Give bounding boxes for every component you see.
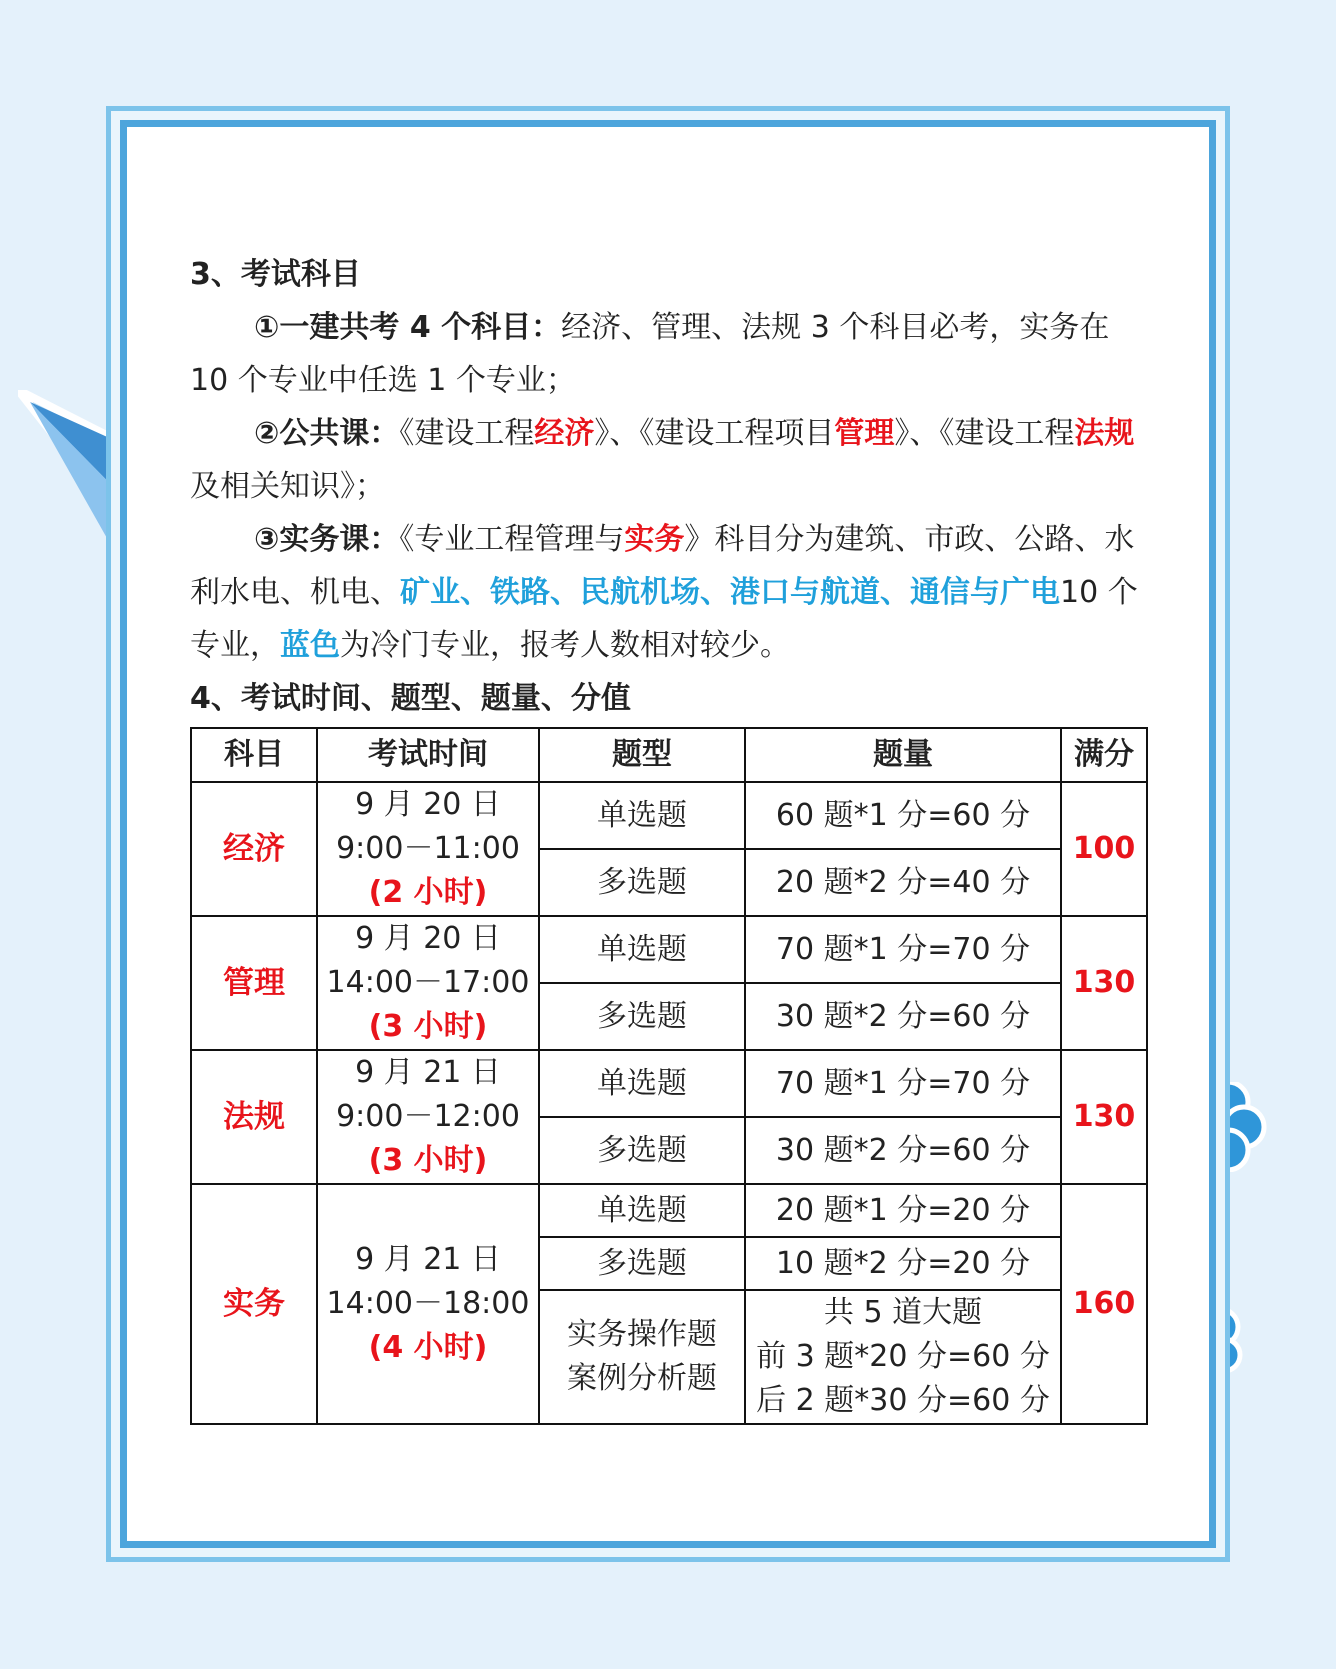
count-cell: 20 题*2 分=40 分 bbox=[745, 849, 1061, 916]
subject-cell: 实务 bbox=[191, 1184, 317, 1424]
table-header-row bbox=[191, 728, 1147, 782]
table-row bbox=[191, 782, 1147, 849]
count-cell: 60 题*1 分=60 分 bbox=[745, 782, 1061, 849]
type-cell: 单选题 bbox=[539, 1050, 745, 1117]
header-type: 题型 bbox=[539, 728, 745, 782]
type-cell: 单选题 bbox=[539, 1184, 745, 1237]
exam-subjects-section bbox=[190, 248, 1146, 725]
count-cell: 共 5 道大题 前 3 题*20 分=60 分 后 2 题*30 分=60 分 bbox=[745, 1290, 1061, 1424]
total-cell: 130 bbox=[1061, 1050, 1147, 1184]
table-row bbox=[191, 916, 1147, 983]
type-cell: 单选题 bbox=[539, 782, 745, 849]
type-cell: 多选题 bbox=[539, 1237, 745, 1290]
total-cell: 160 bbox=[1061, 1184, 1147, 1424]
time-cell: 9 月 21 日 9:00－12:00 (3 小时) bbox=[317, 1050, 539, 1184]
time-cell: 9 月 20 日 14:00－17:00 (3 小时) bbox=[317, 916, 539, 1050]
count-cell: 30 题*2 分=60 分 bbox=[745, 983, 1061, 1050]
type-cell: 多选题 bbox=[539, 1117, 745, 1184]
time-cell: 9 月 20 日 9:00－11:00 (2 小时) bbox=[317, 782, 539, 916]
paragraph-practice-course: ③实务课：《专业工程管理与实务》科目分为建筑、市政、公路、水利水电、机电、矿业、铁路、民航机场、港口与航道、通信与广电10 个专业，蓝色为冷门专业，报考人数相对较少。 bbox=[190, 522, 1138, 663]
subject-cell: 管理 bbox=[191, 916, 317, 1050]
count-cell: 20 题*1 分=20 分 bbox=[745, 1184, 1061, 1237]
type-cell: 单选题 bbox=[539, 916, 745, 983]
count-cell: 10 题*2 分=20 分 bbox=[745, 1237, 1061, 1290]
exam-schedule-table bbox=[190, 727, 1148, 1425]
count-cell: 70 题*1 分=70 分 bbox=[745, 916, 1061, 983]
header-total: 满分 bbox=[1061, 728, 1147, 782]
section3-heading: 3、考试科目 bbox=[190, 257, 361, 292]
type-cell: 多选题 bbox=[539, 849, 745, 916]
total-cell: 130 bbox=[1061, 916, 1147, 1050]
header-subject: 科目 bbox=[191, 728, 317, 782]
table-row bbox=[191, 1050, 1147, 1117]
count-cell: 70 题*1 分=70 分 bbox=[745, 1050, 1061, 1117]
paragraph-subject-count: ①一建共考 4 个科目：经济、管理、法规 3 个科目必考，实务在 10 个专业中任选 1 个专业； bbox=[190, 310, 1110, 398]
type-cell: 多选题 bbox=[539, 983, 745, 1050]
count-cell: 30 题*2 分=60 分 bbox=[745, 1117, 1061, 1184]
header-count: 题量 bbox=[745, 728, 1061, 782]
subject-cell: 经济 bbox=[191, 782, 317, 916]
paragraph-public-courses: ②公共课：《建设工程经济》、《建设工程项目管理》、《建设工程法规及相关知识》； bbox=[190, 416, 1135, 504]
subject-cell: 法规 bbox=[191, 1050, 317, 1184]
type-cell: 实务操作题 案例分析题 bbox=[539, 1290, 745, 1424]
total-cell: 100 bbox=[1061, 782, 1147, 916]
table-row bbox=[191, 1184, 1147, 1237]
section4-heading: 4、考试时间、题型、题量、分值 bbox=[190, 681, 631, 716]
header-time: 考试时间 bbox=[317, 728, 539, 782]
time-cell: 9 月 21 日 14:00－18:00 (4 小时) bbox=[317, 1184, 539, 1424]
